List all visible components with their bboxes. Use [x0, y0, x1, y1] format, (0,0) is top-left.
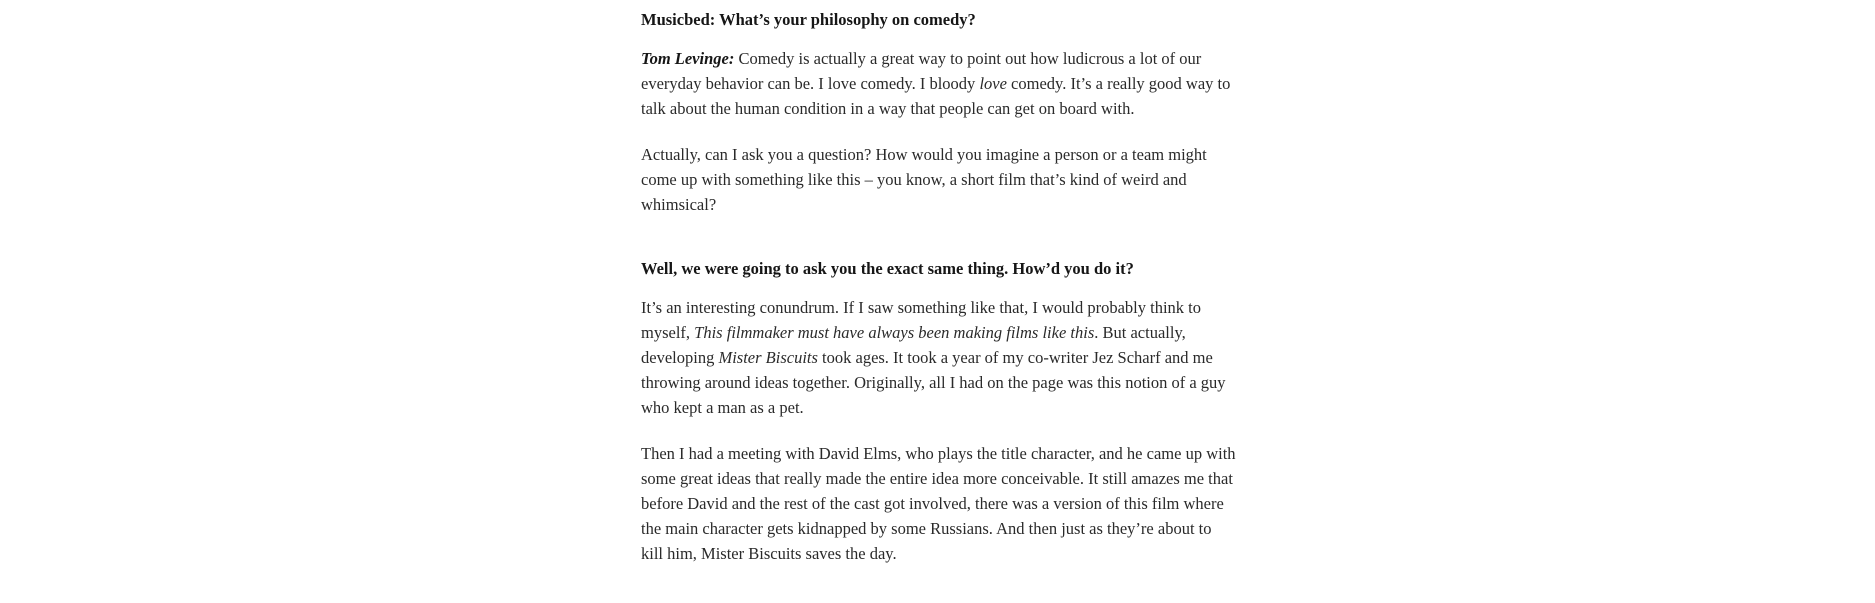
paragraph-line [641, 345, 1226, 370]
film-title: Mister Biscuits [718, 348, 818, 367]
text-run: comedy. It’s a really good way to [1006, 74, 1231, 93]
answer-paragraph-4 [641, 441, 1236, 566]
interview-question-2: Well, we were going to ask you the exact same thing. How’d you do it? [641, 259, 1134, 278]
paragraph-line [641, 320, 1226, 345]
answer-paragraph-1 [641, 46, 1230, 121]
paragraph-line: whimsical? [641, 195, 717, 214]
text-run: . But actually, [1094, 323, 1186, 342]
text-run: everyday behavior can be. I love comedy. I bloody [641, 74, 980, 93]
paragraph-line: the main character gets kidnapped by some Russians. And then just as they’re about to [641, 519, 1212, 538]
paragraph-line: Then I had a meeting with David Elms, who plays the title character, and he came up with [641, 444, 1236, 463]
answer-paragraph-3 [641, 295, 1226, 420]
paragraph-line: before David and the rest of the cast got involved, there was a version of this film where [641, 494, 1224, 513]
paragraph-line [641, 71, 1230, 96]
paragraph-line: some great ideas that really made the entire idea more conceivable. It still amazes me that [641, 469, 1233, 488]
answer-paragraph-2 [641, 142, 1207, 217]
emphasis-text: love [979, 74, 1007, 93]
paragraph-line: come up with something like this – you know, a short film that’s kind of weird and [641, 170, 1187, 189]
paragraph-line: throwing around ideas together. Originally, all I had on the page was this notion of a guy [641, 373, 1226, 392]
paragraph-line [641, 46, 1230, 71]
text-run: Comedy is actually a great way to point out how ludicrous a lot of our [734, 49, 1202, 68]
text-run: developing [641, 348, 719, 367]
emphasis-text: This filmmaker must have always been making films like this [694, 323, 1095, 342]
speaker-name: Tom Levinge: [641, 49, 735, 68]
paragraph-line: who kept a man as a pet. [641, 398, 804, 417]
paragraph-line: It’s an interesting conundrum. If I saw something like that, I would probably think to [641, 298, 1201, 317]
paragraph-line: kill him, Mister Biscuits saves the day. [641, 544, 897, 563]
interview-question-1: Musicbed: What’s your philosophy on comedy? [641, 10, 976, 29]
paragraph-line: talk about the human condition in a way that people can get on board with. [641, 99, 1135, 118]
text-run: took ages. It took a year of my co-writer Jez Scharf and me [817, 348, 1213, 367]
text-run: myself, [641, 323, 695, 342]
paragraph-line: Actually, can I ask you a question? How would you imagine a person or a team might [641, 145, 1207, 164]
